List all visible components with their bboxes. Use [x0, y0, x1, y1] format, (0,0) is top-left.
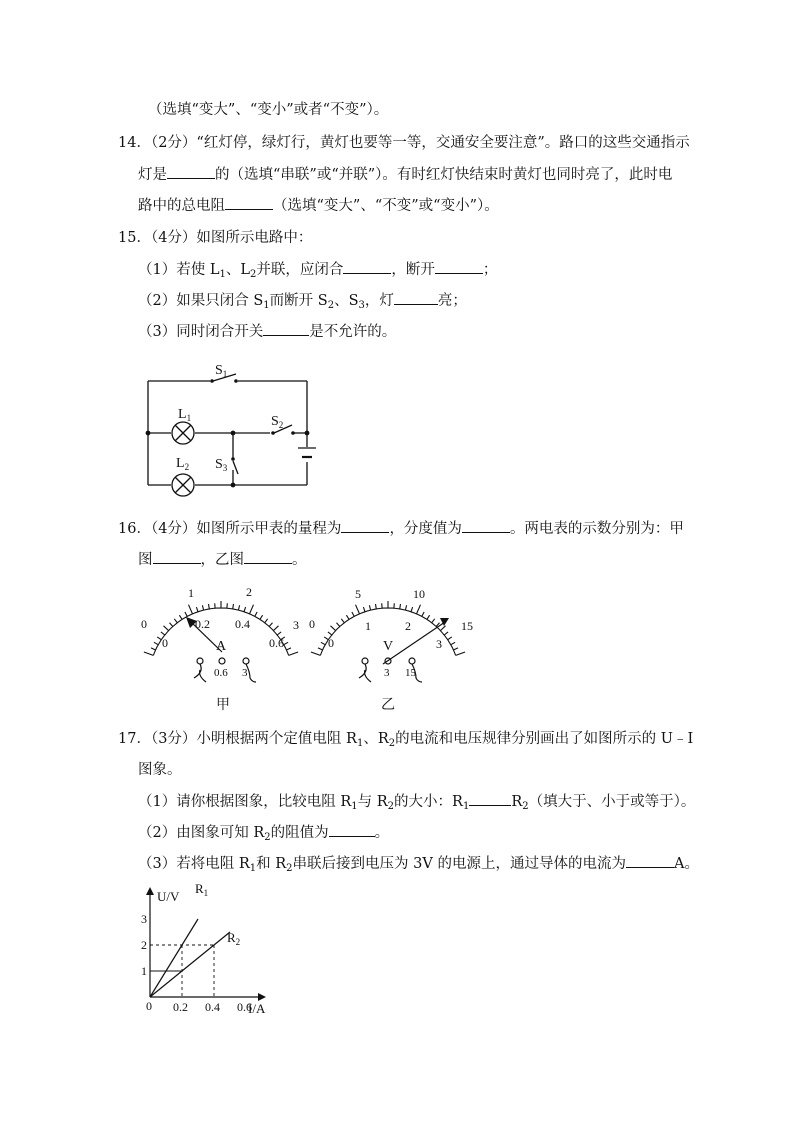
voltmeter-terminal-label: 3 — [384, 667, 390, 679]
ammeter-top-end: 3 — [293, 618, 299, 632]
ammeter-top-tick: 2 — [246, 585, 252, 599]
voltmeter-bottom-tick: 2 — [405, 619, 411, 633]
label-l2: $L_2$ — [176, 456, 190, 472]
y-tick-label: 1 — [141, 964, 147, 978]
q16-line1: 16．（4分）如图所示甲表的量程为 ，分度值为 。两电表的示数分别为：甲 — [118, 518, 684, 539]
q17-part3: （3）若将电阻 $R_1$和 $R_2$串联后接到电压为 3V 的电源上，通过导体的电流为 A。 — [138, 853, 699, 874]
ammeter-caption: 甲 — [216, 698, 230, 713]
voltmeter-top-zero: 0 — [309, 617, 315, 631]
q17-line1: 17．（3分）小明根据两个定值电阻 $R_1$、$R_2$的电流和电压规律分别画出了如图所示的 U﹣I — [118, 731, 694, 749]
label-s3: $S_3$ — [215, 457, 228, 473]
origin-label: 0 — [146, 999, 152, 1013]
q17-part1: （1）请你根据图象，比较电阻 $R_1$与 $R_2$的大小：$R_1$ $R_2$（填大于、小于或等于）。 — [138, 791, 695, 812]
ammeter-terminal-label: 0.6 — [214, 667, 228, 679]
q15-stem: 15．（4分）如图所示电路中： — [118, 230, 313, 246]
y-axis-label: U/V — [157, 889, 180, 904]
q15-part1: （1）若使 $L_1$、$L_2$并联，应闭合 ，断开 ； — [138, 259, 497, 280]
label-s1: $S_1$ — [215, 363, 228, 379]
q15-part2: （2）如果只闭合 $S_1$而断开 $S_2$、$S_3$，灯 亮； — [138, 290, 467, 311]
series-line-2 — [150, 932, 230, 997]
ammeter-bottom-tick: 0 — [162, 636, 168, 650]
q15-part3: （3）同时闭合开关 是不允许的。 — [138, 321, 396, 342]
q14-line1: 14．（2分）“红灯停，绿灯行，黄灯也要等一等，交通安全要注意”。路口的这些交通指示 — [118, 135, 690, 151]
label-s2: $S_2$ — [271, 414, 284, 430]
voltmeter-top-tick: 10 — [413, 587, 425, 601]
ammeter-terminal-label: 3 — [242, 667, 248, 679]
x-tick-label: 0.2 — [173, 1000, 188, 1014]
series-line-1 — [150, 919, 198, 997]
ammeter-top-zero: 0 — [141, 617, 147, 631]
q17-line2: 图象。 — [138, 762, 182, 778]
x-axis-label: I/A — [248, 1001, 266, 1016]
q17-part2: （2）由图象可知 $R_2$的阻值为 。 — [138, 822, 389, 843]
ammeter-bottom-tick: 0.6 — [269, 636, 284, 650]
x-axis-arrow — [258, 993, 266, 1001]
voltmeter-top-end: 15 — [461, 619, 473, 633]
voltmeter-bottom-tick: 0 — [328, 636, 334, 650]
ammeter-bottom-tick: 0.2 — [195, 617, 210, 631]
voltmeter-bottom-tick: 1 — [365, 619, 371, 633]
x-tick-label: 0.6 — [237, 1000, 252, 1014]
x-tick-label: 0.4 — [205, 1000, 220, 1014]
voltmeter-bottom-tick: 3 — [436, 637, 442, 651]
voltmeter-terminal-label: 15 — [405, 667, 416, 679]
q14-line3: 路中的总电阻 （选填“变大”、“不变”或“变小”）。 — [138, 195, 499, 216]
series-label-r2: $R_2$ — [227, 930, 241, 947]
label-l1: $L_1$ — [178, 407, 192, 423]
q13-tail: （选填“变大”、“变小”或者“不变”）。 — [148, 102, 389, 118]
y-tick-label: 2 — [141, 938, 147, 952]
voltmeter-top-tick: 5 — [355, 587, 361, 601]
voltmeter-symbol: V — [383, 639, 394, 654]
q16-line2: 图 ，乙图 。 — [138, 549, 307, 570]
voltmeter-caption: 乙 — [381, 698, 395, 713]
y-axis-arrow — [146, 887, 154, 895]
series-group — [150, 919, 230, 997]
series-label-r1: $R_1$ — [195, 881, 209, 898]
ammeter-top-tick: 1 — [188, 586, 194, 600]
q14-line2: 灯是 的（选填“串联”或“并联”）。有时红灯快结束时黄灯也同时亮了，此时电 — [138, 164, 672, 185]
y-tick-label: 3 — [141, 912, 147, 926]
ammeter-bottom-tick: 0.4 — [235, 617, 250, 631]
ammeter-symbol: A — [216, 639, 227, 654]
